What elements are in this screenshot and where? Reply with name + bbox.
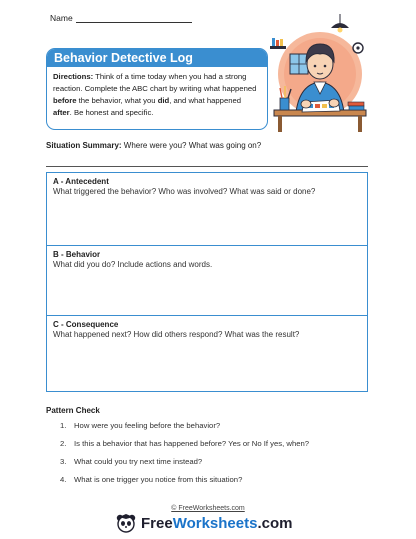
abc-antecedent-box[interactable] [46, 172, 368, 246]
footer-link[interactable]: © FreeWorksheets.com [171, 505, 245, 512]
panda-logo-icon [115, 512, 137, 534]
student-writing-illustration [268, 14, 368, 134]
list-item: 2. Is this a behavior that has happened before? Yes or No If yes, when? [60, 439, 310, 448]
worksheet-title: Behavior Detective Log [47, 49, 267, 67]
pattern-check-list [60, 417, 309, 489]
summary-label: Situation Summary: [46, 141, 122, 150]
brand-text: FreeWorksheets.com [141, 514, 293, 532]
directions: Directions: Think of a time today when you had a strong reaction. Complete the ABC chart by writing what happened before the behavior, what you did, and what happened after. Be honest and specific. [53, 72, 257, 117]
directions-label: Directions: [53, 72, 94, 81]
list-item: 3. What could you try next time instead? [60, 457, 203, 466]
name-label: Name [50, 13, 73, 23]
title-box [46, 48, 268, 130]
list-item: 4. What is one trigger you notice from this situation? [60, 475, 243, 484]
name-field[interactable] [76, 15, 192, 23]
abc-question: What triggered the behavior? Who was involved? What was said or done? [53, 187, 316, 196]
abc-question: What happened next? How did others respond? What was the result? [53, 330, 300, 339]
abc-heading: A - Antecedent [53, 177, 109, 186]
abc-question: What did you do? Include actions and words. [53, 260, 213, 269]
summary-question: Where were you? What was going on? [121, 141, 262, 150]
abc-consequence-box[interactable] [46, 316, 368, 392]
footer-brand [115, 512, 292, 534]
list-item: 1. How were you feeling before the behavior? [60, 421, 221, 430]
abc-heading: C - Consequence [53, 320, 119, 329]
abc-behavior-box[interactable] [46, 246, 368, 316]
name-row [50, 13, 192, 23]
pattern-check-title: Pattern Check [46, 406, 100, 415]
situation-summary [46, 141, 261, 150]
summary-answer-line[interactable] [46, 166, 368, 167]
abc-heading: B - Behavior [53, 250, 101, 259]
